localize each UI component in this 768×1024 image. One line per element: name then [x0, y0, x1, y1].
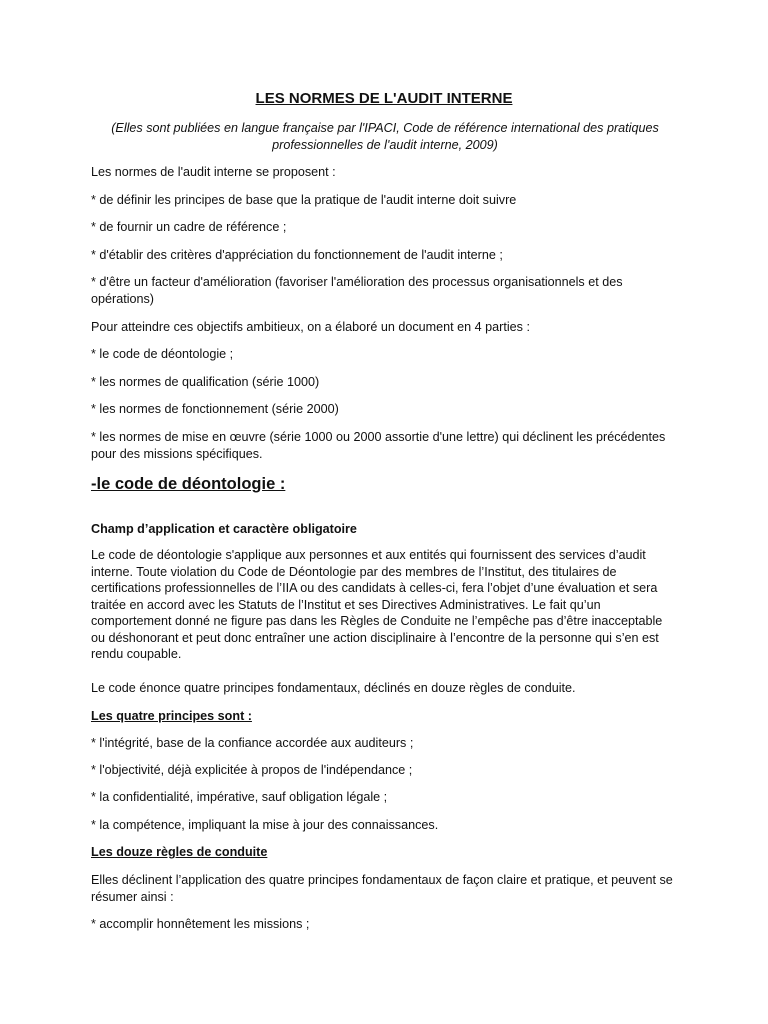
principles-heading: Les quatre principes sont : [91, 709, 252, 723]
intro-paragraph: Les normes de l'audit interne se proposent : [91, 165, 336, 179]
scope-heading: Champ d’application et caractère obligatoire [91, 522, 357, 536]
purpose-item: * d'être un facteur d'amélioration (favoriser l'amélioration des processus organisationnels et des opérations) [91, 275, 623, 306]
part-item: * le code de déontologie ; [91, 347, 234, 361]
document-subtitle: (Elles sont publiées en langue française par l'IPACI, Code de référence international des pratiques professionnelles de l'audit interne, 2009) [111, 121, 659, 152]
purpose-item: * de définir les principes de base que la pratique de l'audit interne doit suivre [91, 193, 517, 207]
rule-item: * accomplir honnêtement les missions ; [91, 917, 310, 931]
principle-item: * l'objectivité, déjà explicitée à propos de l'indépendance ; [91, 763, 413, 777]
principle-item: * l'intégrité, base de la confiance accordée aux auditeurs ; [91, 736, 414, 750]
document-title: LES NORMES DE L'AUDIT INTERNE [255, 90, 513, 107]
principle-item: * la compétence, impliquant la mise à jour des connaissances. [91, 818, 439, 832]
rules-heading: Les douze règles de conduite [91, 845, 268, 859]
part-item: * les normes de fonctionnement (série 2000) [91, 402, 339, 416]
part-item: * les normes de qualification (série 1000) [91, 375, 320, 389]
scope-paragraph: Le code de déontologie s'applique aux personnes et aux entités qui fournissent des services d’audit interne. Toute violation du Code de Déontologie par des membres de l’Institut, des titulaires de certifications professionnelles de l’IIA ou des candidats à celles-ci, fera l’objet d’une évaluation et sera traitée en accord avec les Statuts de l’Institut et ses Directives Administratives. Le fait qu’un comportement donné ne figure pas dans les Règles de Conduite ne l’empêche pas d’être inacceptable ou déshonorant et peut donc entraîner une action disciplinaire à l’encontre de la personne qui s’en est rendu coupable. [91, 548, 663, 661]
rules-intro: Elles déclinent l’application des quatre principes fondamentaux de façon claire et pratique, et peuvent se résumer ainsi : [91, 873, 673, 904]
purpose-item: * de fournir un cadre de référence ; [91, 220, 287, 234]
part-item: * les normes de mise en œuvre (série 1000 ou 2000 assortie d'une lettre) qui déclinent les précédentes pour des missions spécifiques. [91, 430, 666, 461]
principle-item: * la confidentialité, impérative, sauf obligation légale ; [91, 790, 388, 804]
principles-intro: Le code énonce quatre principes fondamentaux, déclinés en douze règles de conduite. [91, 681, 576, 695]
purpose-item: * d'établir des critères d'appréciation du fonctionnement de l'audit interne ; [91, 248, 503, 262]
section-heading: -le code de déontologie : [91, 475, 286, 493]
parts-intro: Pour atteindre ces objectifs ambitieux, on a élaboré un document en 4 parties : [91, 320, 530, 334]
